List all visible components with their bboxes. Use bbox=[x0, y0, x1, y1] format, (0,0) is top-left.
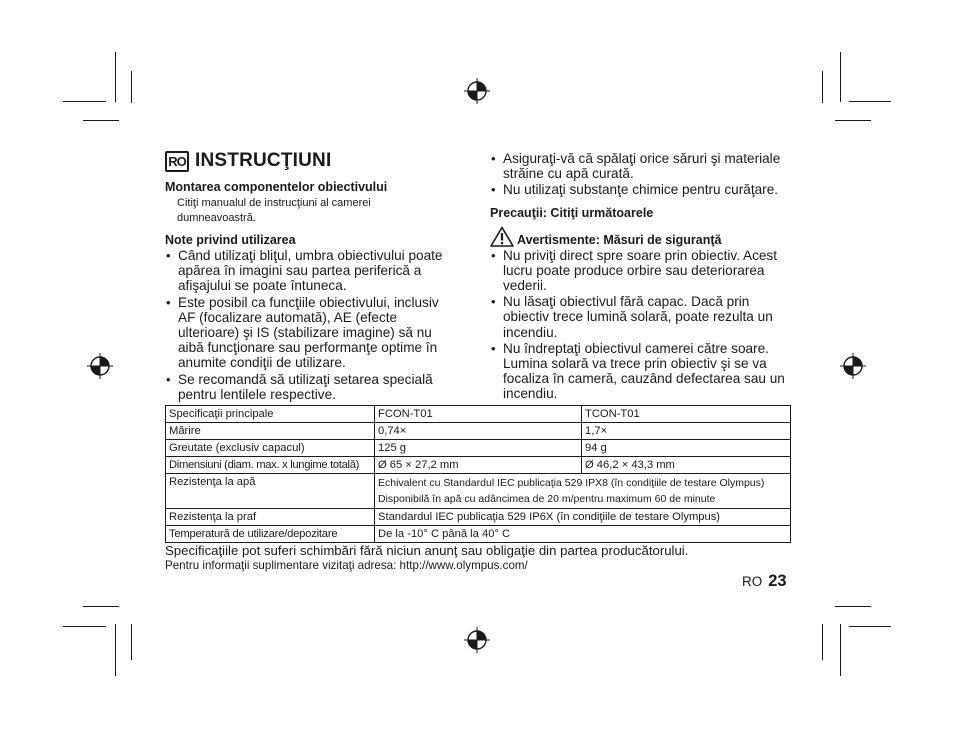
list-item: • Asiguraţi-vă că spălaţi orice săruri şi materiale străine cu apă curată. bbox=[490, 151, 788, 181]
registration-mark-top-icon bbox=[464, 78, 490, 104]
list-item: • Nu priviţi direct spre soare prin obiectiv. Acest lucru poate produce orbire sau deteriorarea vederii. bbox=[490, 248, 788, 294]
table-cell: 94 g bbox=[582, 440, 791, 457]
list-item: • Nu îndreptaţi obiectivul camerei către soare. Lumina solară va trece prin obiectiv şi se va focaliza în cameră, cauzând defectarea sau un incendiu. bbox=[490, 341, 788, 402]
list-item: • Se recomandă să utilizaţi setarea specială pentru lentilele respective. bbox=[165, 372, 455, 402]
specs-disclaimer: Specificaţiile pot suferi schimbări fără niciun anunţ sau obligaţie din partea producătorului. bbox=[165, 543, 689, 558]
table-row bbox=[166, 526, 791, 543]
warning-heading-row bbox=[490, 226, 788, 247]
table-row bbox=[166, 406, 791, 423]
table-row bbox=[166, 440, 791, 457]
table-cell bbox=[375, 474, 791, 509]
list-item: • Nu utilizaţi substanţe chimice pentru curăţare. bbox=[490, 182, 788, 197]
precautions-heading: Precauţii: Citiţi următoarele bbox=[490, 205, 654, 220]
mounting-text: Citiţi manualul de instrucţiuni al camerei dumneavoastră. bbox=[177, 197, 371, 224]
more-info-note: Pentru informaţii suplimentare vizitaţi adresa: http://www.olympus.com/ bbox=[165, 559, 528, 572]
table-row bbox=[166, 423, 791, 440]
specifications-table bbox=[165, 405, 791, 543]
table-cell: De la -10° C până la 40° C bbox=[375, 526, 791, 543]
list-item: • Când utilizaţi bliţul, umbra obiectivului poate apărea în imagini sau partea periferică a afişajului se poate întuneca. bbox=[165, 248, 455, 294]
registration-mark-bottom-icon bbox=[464, 627, 490, 653]
list-item: • Nu lăsaţi obiectivul fără capac. Dacă prin obiectiv trece lumină solară, poate rezulta un incendiu. bbox=[490, 294, 788, 340]
warning-heading: Avertismente: Măsuri de siguranţă bbox=[517, 232, 722, 247]
section-heading-mounting: Montarea componentelor obiectivului bbox=[165, 180, 388, 194]
page-title bbox=[165, 150, 455, 172]
table-cell: Standardul IEC publicaţia 529 IP6X (în condiţiile de testare Olympus) bbox=[375, 509, 791, 526]
registration-mark-right-icon bbox=[840, 353, 866, 379]
title-text: INSTRUCŢIUNI bbox=[195, 150, 332, 171]
table-cell: Ø 46,2 × 43,3 mm bbox=[582, 457, 791, 474]
page-number-value: 23 bbox=[768, 572, 787, 590]
table-cell: FCON-T01 bbox=[375, 406, 582, 423]
table-cell: Temperatură de utilizare/depozitare bbox=[166, 526, 375, 543]
water-resistance-line-1: Echivalent cu Standardul IEC publicaţia 529 IPX8 (în condiţiile de testare Olympus) bbox=[378, 477, 765, 489]
water-resistance-line-2: Disponibilă în apă cu adâncimea de 20 m/pentru maximum 60 de minute bbox=[378, 493, 716, 505]
table-cell: Dimensiuni (diam. max. x lungime totală) bbox=[166, 457, 375, 474]
left-column bbox=[165, 150, 455, 403]
language-badge: RO bbox=[165, 151, 189, 172]
table-cell: Specificaţii principale bbox=[166, 406, 375, 423]
section-heading-usage-notes: Note privind utilizarea bbox=[165, 233, 296, 247]
table-cell: TCON-T01 bbox=[582, 406, 791, 423]
right-column bbox=[490, 151, 788, 403]
warning-triangle-icon bbox=[490, 226, 514, 247]
table-row bbox=[166, 509, 791, 526]
warnings-list bbox=[490, 248, 788, 402]
registration-mark-left-icon bbox=[87, 353, 113, 379]
list-item: • Este posibil ca funcţiile obiectivului, inclusiv AF (focalizare automată), AE (efecte ulterioare) şi IS (stabilizare imagine) să nu aibă funcţionare sau performanţe optime în anumite condiţii de utilizare. bbox=[165, 295, 455, 371]
page-language: RO bbox=[742, 574, 763, 589]
page-number bbox=[742, 572, 787, 591]
table-cell: Rezistenţa la apă bbox=[166, 474, 375, 509]
table-cell: 1,7× bbox=[582, 423, 791, 440]
table-cell: Greutate (exclusiv capacul) bbox=[166, 440, 375, 457]
table-cell: 125 g bbox=[375, 440, 582, 457]
table-row bbox=[166, 474, 791, 509]
table-cell: Mărire bbox=[166, 423, 375, 440]
table-cell: Rezistenţa la praf bbox=[166, 509, 375, 526]
table-cell: Ø 65 × 27,2 mm bbox=[375, 457, 582, 474]
usage-notes-list bbox=[165, 248, 455, 402]
cleaning-list bbox=[490, 151, 788, 198]
table-cell: 0,74× bbox=[375, 423, 582, 440]
table-row bbox=[166, 457, 791, 474]
